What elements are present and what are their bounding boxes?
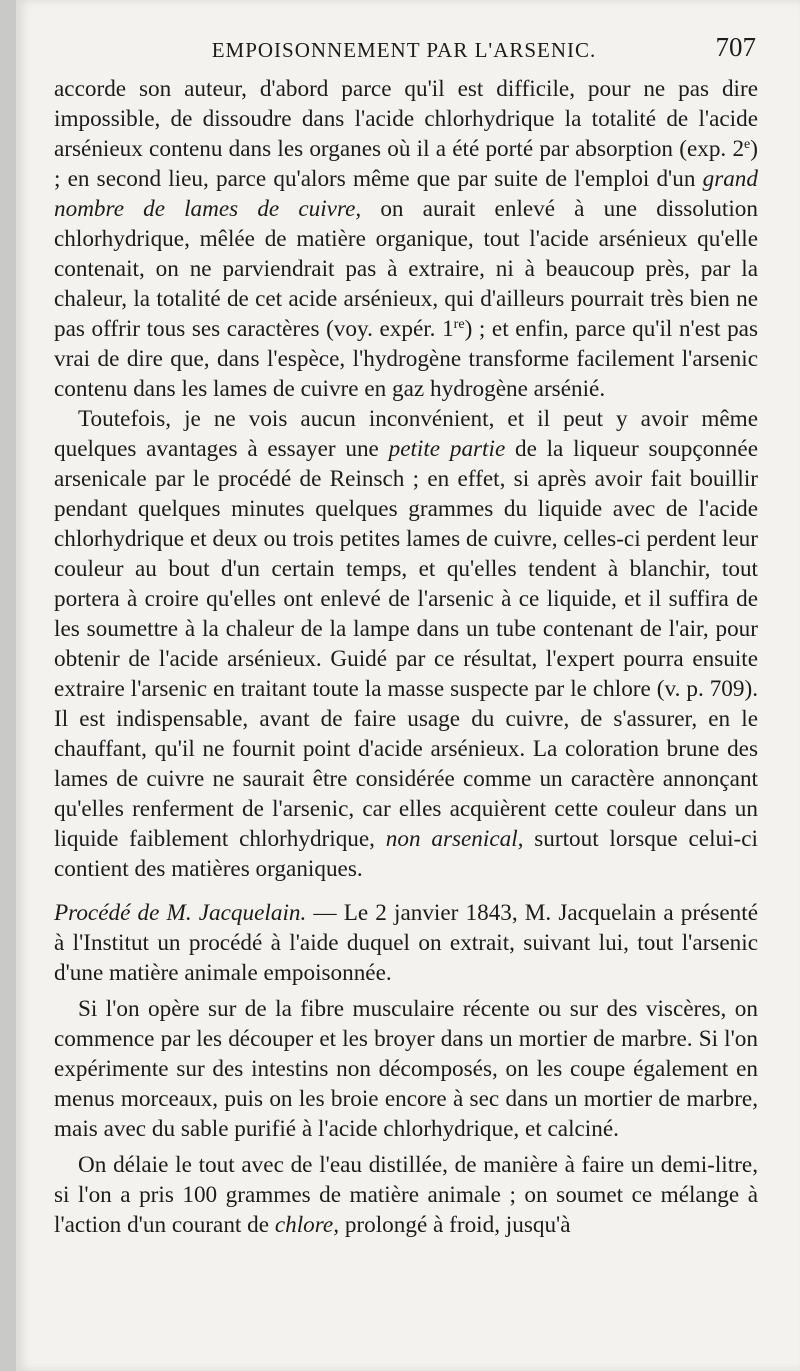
superscript: re <box>453 317 465 332</box>
text-run: prolongé à froid, jusqu'à <box>339 1212 571 1238</box>
page-number: 707 <box>715 32 756 62</box>
text-run: — Le 2 janvier 1843, M. Jacquelain a présenté à l'Institut un procédé à l'aide duquel on extrait, suivant lui, tout l'arsenic d'une matière animale empoisonnée. <box>54 900 758 986</box>
italic-text: non arsenical, <box>385 826 524 852</box>
text-run: de la liqueur soupçonnée arsenicale par le procédé de Reinsch ; en effet, si après avoir fait bouillir pendant quelques minutes quelques grammes du liquide avec de l'acide chlorhydrique et deux ou trois petites lames de cuivre, celles-ci perdent leur couleur au bout d'un certain temps, et qu'elles tendent à blanchir, tout portera à croire qu'elles ont enlevé de l'arsenic à ce liquide, et il suffira de les soumettre à la chaleur de la lampe dans un tube contenant de l'air, pour obtenir de l'acide arsénieux. Guidé par ce résultat, l'expert pourra ensuite extraire l'arsenic en traitant toute la masse suspecte par le chlore (v. p. 709). Il est indispensable, avant de faire usage du cuivre, de s'assurer, en le chauffant, qu'il ne fournit point d'acide arsénieux. La coloration brune des lames de cuivre ne saurait être considérée comme un caractère annonçant qu'elles renferment de l'arsenic, car elles acquièrent cette couleur dans un liquide faiblement chlorhydrique, <box>54 436 758 852</box>
book-page <box>16 0 800 1371</box>
running-title: EMPOISONNEMENT PAR L'ARSENIC. <box>211 38 597 62</box>
text-run: ) ; en second lieu, parce qu'alors même que par suite de l'emploi d'un <box>54 136 758 192</box>
italic-text: chlore, <box>274 1212 340 1238</box>
text-run: on aurait enlevé à une dissolution chlorhydrique, mêlée de matière organique, tout l'acide arsénieux qu'elle contenait, on ne parviendrait pas à extraire, ni à beaucoup près, par la chaleur, la totalité de cet acide arsénieux, qui d'ailleurs pourrait très bien ne pas offrir tous ses caractères (voy. expér. 1 <box>54 196 758 342</box>
text-run: Toutefois, je ne vois aucun inconvénient, et il peut y avoir même quelques avantages à essayer une <box>54 406 758 462</box>
italic-text: grand nombre de lames de cuivre, <box>54 166 758 222</box>
text-run: On délaie le tout avec de l'eau distillée, de manière à faire un demi-litre, si l'on a pris 100 grammes de matière animale ; on soumet ce mélange à l'action d'un courant de <box>54 1152 758 1238</box>
paragraph-5 <box>54 1150 758 1240</box>
body-text <box>54 74 758 1240</box>
paragraph-procede-jacquelain <box>54 898 758 988</box>
text-run: ) ; et enfin, parce qu'il n'est pas vrai de dire que, dans l'espèce, l'hydrogène transforme facilement l'arsenic contenu dans les lames de cuivre en gaz hydrogène arsénié. <box>54 316 758 402</box>
italic-text: Procédé de M. Jacquelain. <box>54 900 307 926</box>
paragraph-1 <box>54 74 758 404</box>
page-header <box>52 32 756 66</box>
superscript: e <box>744 137 751 152</box>
paragraph-2 <box>54 404 758 884</box>
italic-text: petite partie <box>388 436 506 462</box>
text-run: surtout lorsque celui-ci contient des matières organiques. <box>54 826 758 882</box>
paragraph-4 <box>54 994 758 1144</box>
text-run: accorde son auteur, d'abord parce qu'il est difficile, pour ne pas dire impossible, de dissoudre dans l'acide chlorhydrique la totalité de l'acide arsénieux contenu dans les organes où il a été porté par absorption (exp. 2 <box>54 76 758 162</box>
text-run: Si l'on opère sur de la fibre musculaire récente ou sur des viscères, on commence par les découper et les broyer dans un mortier de marbre. Si l'on expérimente sur des intestins non décomposés, on les coupe également en menus morceaux, puis on les broie encore à sec dans un mortier de marbre, mais avec du sable purifié à l'acide chlorhydrique, et calciné. <box>54 996 758 1142</box>
